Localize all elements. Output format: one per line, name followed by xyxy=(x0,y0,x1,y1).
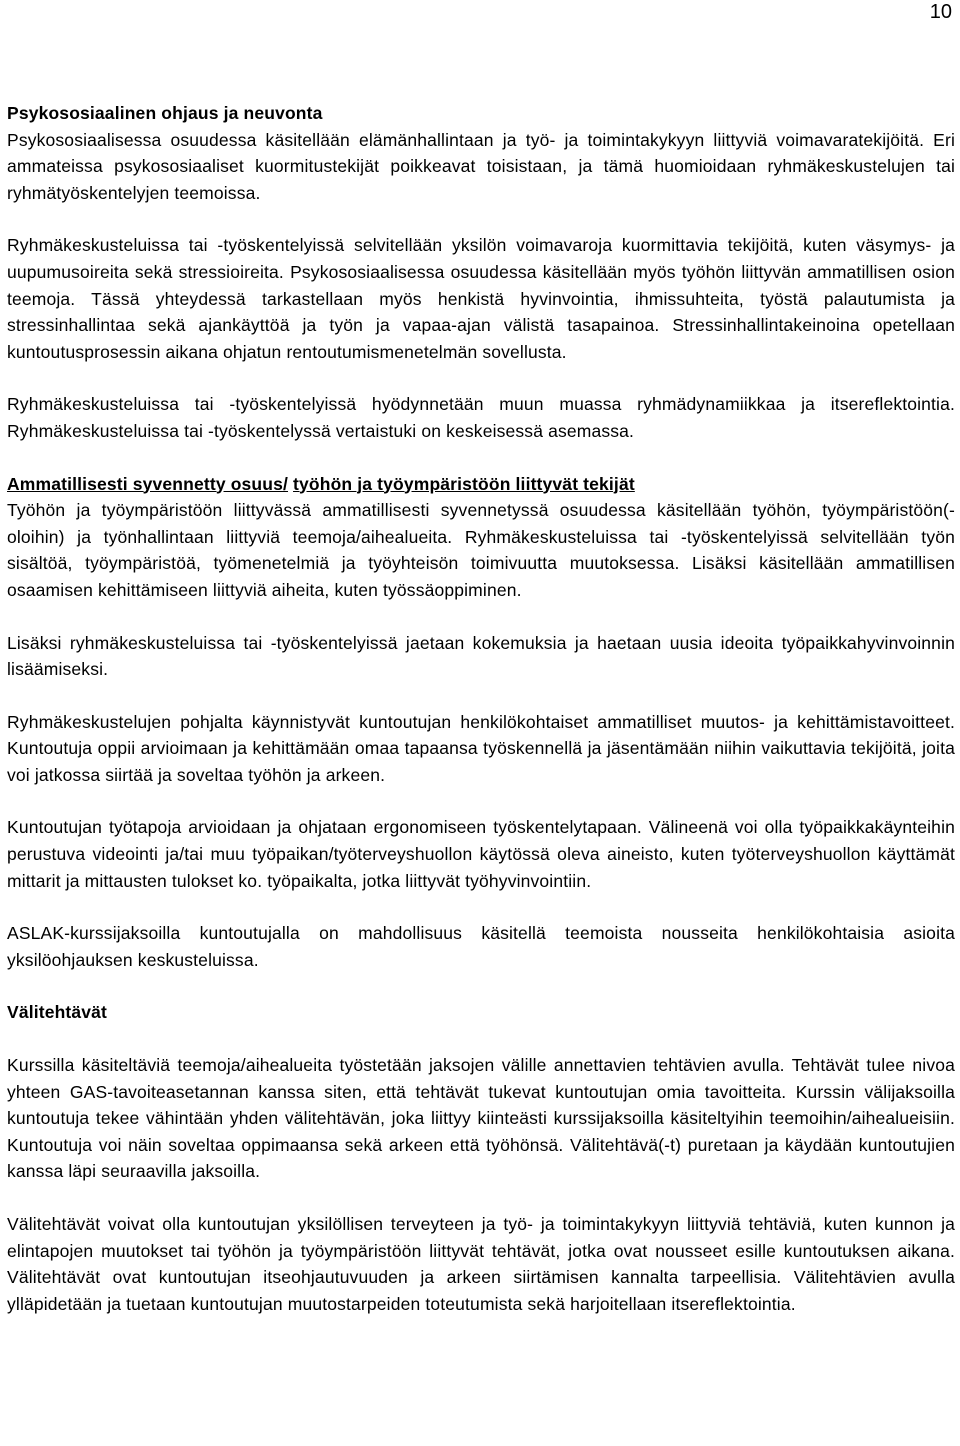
paragraph: Työhön ja työympäristöön liittyvässä ammatillisesti syvennetyssä osuudessa käsitellään työhön, työympäristöön(-oloihin) ja työnhallintaan liittyviä teemoja/aihealueita. Ryhmäkeskusteluissa tai -työskentelyissä selvitellään työn sisältöä, työympäristöä, työmenetelmiä ja työyhteisön toimivuutta muutoksessa. Lisäksi käsitellään ammatillisen osaamisen kehittämiseen liittyviä aiheita, kuten työssäoppiminen. xyxy=(7,500,955,600)
section-heading-vocational xyxy=(7,471,955,498)
paragraph: Välitehtävät voivat olla kuntoutujan yksilöllisen terveyteen ja työ- ja toimintakykyyn liittyviä tehtäviä, kuten kunnon ja elintapojen muutokset tai työhön ja työympäristöön liittyvät tehtävät, jotka ovat nousseet esille kuntoutuksen aikana. Välitehtävät ovat kuntoutujan itseohjautuvuuden ja arkeen siirtämisen kannalta tarpeellisia. Välitehtävien avulla ylläpidetään ja tuetaan kuntoutujan muutostarpeiden toteutumista sekä harjoitellaan itsereflektointia. xyxy=(7,1214,955,1314)
section-heading-psychosocial: Psykososiaalinen ohjaus ja neuvonta xyxy=(7,103,323,123)
heading-part: Ammatillisesti syvennetty osuus/ xyxy=(7,473,289,494)
paragraph: Ryhmäkeskustelujen pohjalta käynnistyvät kuntoutujan henkilökohtaiset ammatilliset muutos- ja kehittämistavoitteet. Kuntoutuja oppii arvioimaan ja kehittämään omaa tapaansa työskennellä ja jäsentämään niihin vaikuttavia tekijöitä, joita voi jatkossa siirtää ja soveltaa työhön ja arkeen. xyxy=(7,711,955,785)
paragraph: Ryhmäkeskusteluissa tai -työskentelyissä hyödynnetään muun muassa ryhmädynamiikkaa ja itsereflektointia. Ryhmäkeskusteluissa tai -työskentelyssä vertaistuki on keskeisessä asemassa. xyxy=(7,394,955,441)
paragraph: ASLAK-kurssijaksoilla kuntoutujalla on mahdollisuus käsitellä teemoista nousseita henkilökohtaisia asioita yksilöohjauksen keskusteluissa. xyxy=(7,923,955,970)
paragraph: Psykososiaalisessa osuudessa käsitellään elämänhallintaan ja työ- ja toimintakykyyn liittyviä voimavaratekijöitä. Eri ammateissa psykososiaaliset kuormitustekijät poikkeavat toisistaan, ja tämä huomioidaan ryhmäkeskustelujen tai ryhmätyöskentelyjen teemoissa. xyxy=(7,129,955,203)
section-heading-interim-tasks: Välitehtävät xyxy=(7,1002,108,1023)
page-number: 10 xyxy=(929,1,952,23)
paragraph: Lisäksi ryhmäkeskusteluissa tai -työskentelyissä jaetaan kokemuksia ja haetaan uusia ideoita työpaikkahyvinvoinnin lisäämiseksi. xyxy=(7,632,955,680)
heading-part: työhön ja työympäristöön liittyvät tekijät xyxy=(293,473,635,494)
paragraph: Kuntoutujan työtapoja arvioidaan ja ohjataan ergonomiseen työskentelytapaan. Välineenä voi olla työpaikkakäynteihin perustuva videointi ja/tai muu työpaikan/työterveyshuollon käytössä oleva aineisto, kuten työterveyshuollon käyttämät mittarit ja mittausten tulokset ko. työpaikalta, jotka liittyvät työhyvinvointiin. xyxy=(7,817,955,891)
paragraph: Ryhmäkeskusteluissa tai -työskentelyissä selvitellään yksilön voimavaroja kuormittavia tekijöitä, kuten väsymys- ja uupumusoireita sekä stressioireita. Psykososiaalisessa osuudessa käsitellään myös työhön liittyvän ammatillisen osion teemoja. Tässä yhteydessä tarkastellaan myös henkistä hyvinvointia, ihmissuhteita, työstä palautumista ja stressinhallintaa sekä ajankäyttöä ja työn ja vapaa-ajan välistä tasapainoa. Stressinhallintakeinoina opetellaan kuntoutusprosessin aikana ohjatun rentoutumismenetelmän sovellusta. xyxy=(7,235,955,362)
paragraph: Kurssilla käsiteltäviä teemoja/aihealueita työstetään jaksojen välille annettavien tehtävien avulla. Tehtävät tulee nivoa yhteen GAS-tavoiteasetannan kanssa siten, että tehtävät tukevat kuntoutujan omia tavoitteita. Kurssin välijaksoilla kuntoutuja tekee vähintään yhden välitehtävän, joka liittyy kiinteästi kurssijaksoilla käsiteltyihin teemoihin/aihealueisiin. Kuntoutuja voi näin soveltaa oppimaansa sekä arkeen että työhönsä. Välitehtävä(-t) puretaan ja käydään kuntoutujien kanssa läpi seuraavilla jaksoilla. xyxy=(7,1055,955,1182)
document-body xyxy=(7,100,955,1343)
